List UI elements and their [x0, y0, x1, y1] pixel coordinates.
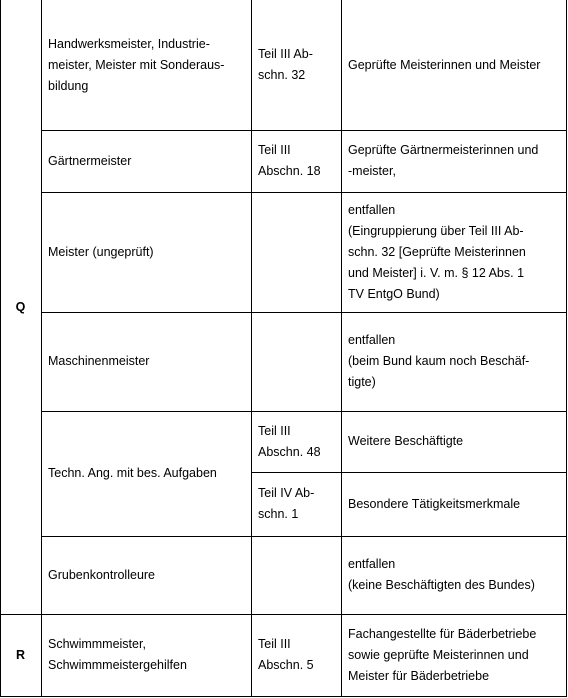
column-divider: [341, 0, 342, 697]
group-label-r: R: [15, 647, 26, 662]
row-title: Gärtnermeister: [48, 153, 132, 168]
row-result: entfallen (Eingruppierung über Teil III Ab- schn. 32 [Geprüfte Meisterinnen und Meister] i. V. m. § 12 Abs. 1 TV EntgO Bund): [348, 202, 526, 301]
row-divider: [41, 312, 567, 313]
table-border-right: [566, 0, 567, 697]
row-divider: [251, 472, 567, 473]
row-title: Grubenkontrolleure: [48, 567, 156, 582]
column-divider: [41, 0, 42, 697]
row-result: Besondere Tätigkeitsmerkmale: [348, 496, 521, 511]
row-reference: [251, 536, 341, 614]
row-reference: [251, 312, 341, 411]
table-border-left: [0, 0, 1, 697]
row-reference: Teil III Abschn. 5: [258, 637, 314, 672]
row-result: Fachangestellte für Bäderbetriebe sowie geprüfte Meisterinnen und Meister für Bäderbetriebe: [348, 626, 537, 683]
row-result: Geprüfte Gärtnermeisterinnen und -meister,: [348, 143, 539, 178]
row-result: Geprüfte Meisterinnen und Meister: [348, 57, 541, 72]
group-divider: [0, 614, 567, 615]
row-title: Techn. Ang. mit bes. Aufgaben: [48, 466, 217, 480]
row-reference: Teil III Abschn. 18: [258, 143, 321, 178]
row-reference: Teil III Abschn. 48: [258, 423, 321, 459]
row-result: entfallen (beim Bund kaum noch Beschäf- tigte): [348, 333, 530, 389]
row-divider: [41, 536, 567, 537]
row-divider: [41, 411, 567, 412]
row-title: Meister (ungeprüft): [48, 244, 154, 259]
row-title: Handwerksmeister, Industrie- meister, Meister mit Sonderaus- bildung: [48, 36, 225, 93]
row-result: Weitere Beschäftigte: [348, 434, 464, 448]
row-title: Maschinenmeister: [48, 354, 150, 368]
row-reference: [251, 192, 341, 312]
table-border-bottom: [0, 696, 567, 697]
row-divider: [41, 130, 567, 131]
row-result: entfallen (keine Beschäftigten des Bundes): [348, 557, 535, 592]
group-label-q: Q: [15, 299, 26, 314]
row-reference: Teil III Ab- schn. 32: [258, 47, 313, 82]
row-divider: [41, 192, 567, 193]
row-reference: Teil IV Ab- schn. 1: [258, 486, 315, 521]
column-divider: [251, 0, 252, 697]
row-title: Schwimmmeister, Schwimmmeistergehilfen: [48, 637, 187, 672]
